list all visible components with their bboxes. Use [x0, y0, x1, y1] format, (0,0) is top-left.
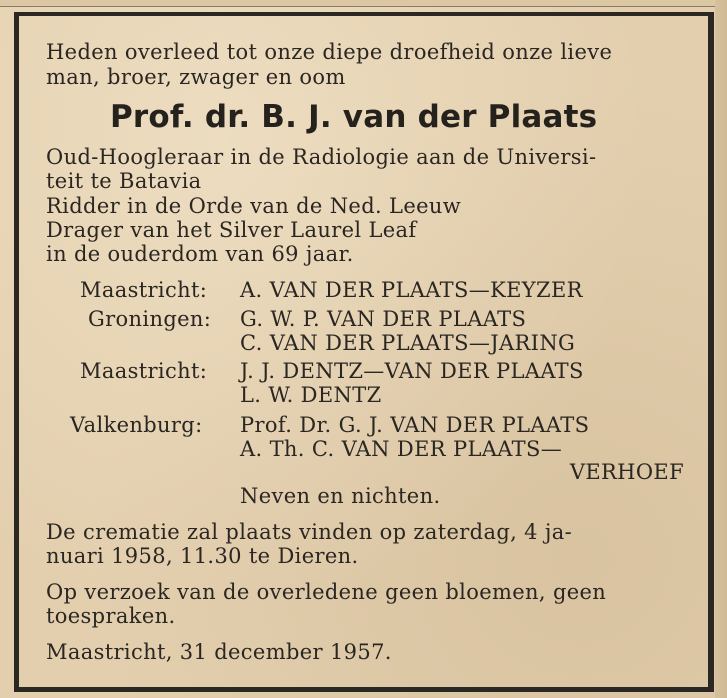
family-name: VERHOEF	[569, 460, 684, 484]
title-line-1: Oud-Hoogleraar in de Radiologie aan de Universi-	[46, 145, 597, 169]
family-name: L. W. DENTZ	[240, 383, 382, 407]
family-name: Prof. Dr. G. J. VAN DER PLAATS	[240, 413, 590, 437]
title-line-3: Ridder in de Orde van de Ned. Leeuw	[46, 194, 462, 218]
nephews-nieces: Neven en nichten.	[240, 484, 441, 508]
family-name: C. VAN DER PLAATS—JARING	[240, 331, 576, 355]
title-line-5: in de ouderdom van 69 jaar.	[46, 242, 354, 266]
dateline: Maastricht, 31 december 1957.	[46, 640, 392, 664]
cremation-line-2: nuari 1958, 11.30 te Dieren.	[46, 544, 359, 568]
intro-line-1: Heden overleed tot onze diepe droefheid onze lieve	[46, 40, 613, 64]
family-name: J. J. DENTZ—VAN DER PLAATS	[240, 359, 584, 383]
family-name: A. Th. C. VAN DER PLAATS—	[240, 437, 563, 461]
title-line-4: Drager van het Silver Laurel Leaf	[46, 218, 417, 242]
family-name: G. W. P. VAN DER PLAATS	[240, 307, 527, 331]
top-paper-strip	[0, 0, 727, 7]
title-line-2: teit te Batavia	[46, 169, 202, 193]
request-line-1: Op verzoek van de overledene geen bloemen, geen	[46, 580, 607, 604]
request-line-2: toespraken.	[46, 604, 176, 628]
family-place-1: Maastricht:	[80, 278, 208, 302]
cremation-line-1: De crematie zal plaats vinden op zaterdag, 4 ja-	[46, 520, 573, 544]
family-name: A. VAN DER PLAATS—KEYZER	[240, 278, 583, 302]
family-place-2: Groningen:	[88, 307, 212, 331]
family-place-3: Maastricht:	[80, 359, 208, 383]
right-paper-strip	[715, 0, 727, 698]
deceased-name: Prof. dr. B. J. van der Plaats	[110, 99, 598, 135]
intro-line-2: man, broer, zwager en oom	[46, 65, 346, 89]
family-place-4: Valkenburg:	[70, 413, 203, 437]
